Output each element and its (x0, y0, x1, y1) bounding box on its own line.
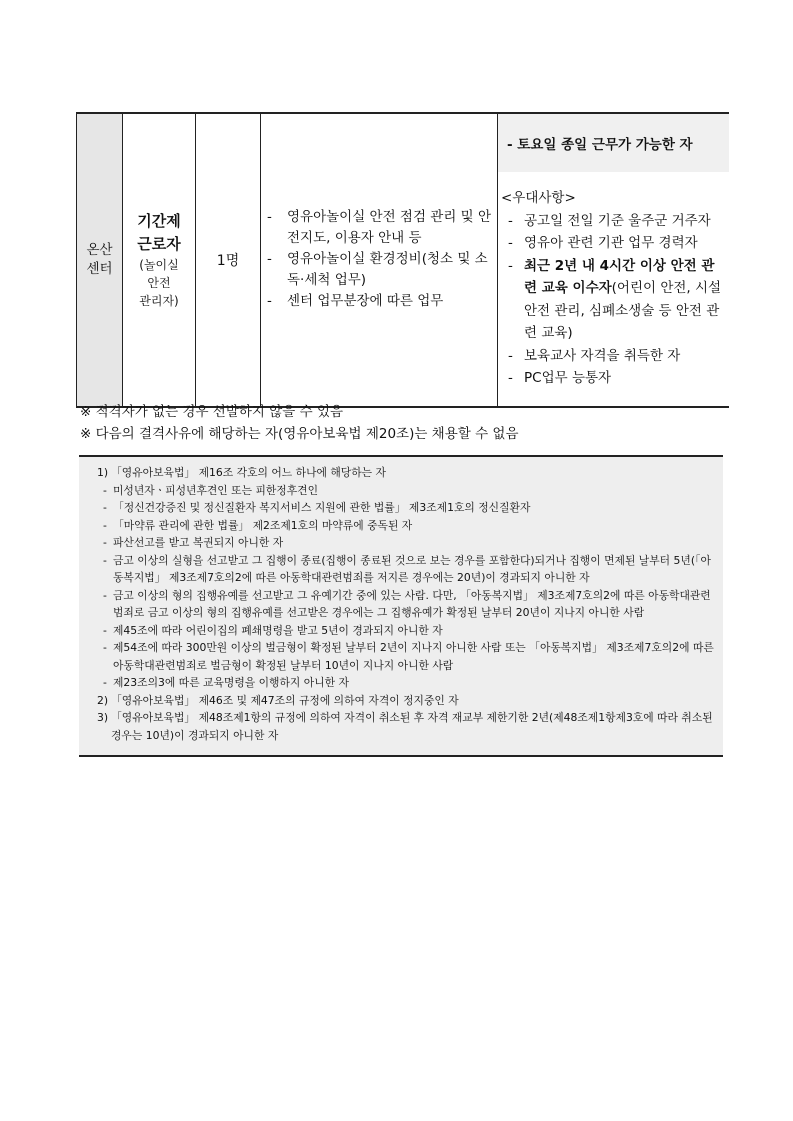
disq-subitem (97, 482, 719, 500)
job-title-line1: 기간제 (137, 211, 181, 230)
disq-dash: - (103, 483, 107, 497)
disq-subtext: 금고 이상의 실형을 선고받고 그 집행이 종료(집행이 종료된 것으로 보는 경우를 포함한다)되거나 집행이 면제된 날부터 5년(「아동복지법」 제3조제7호의2에 따른 아동학대관련범죄를 저지른 경우에는 20년)이 경과되지 아니한 자 (113, 553, 711, 584)
preferred-bold-text: 최근 2년 내 4시간 이상 안전 관련 교육 이수자 (524, 257, 715, 296)
preferred-text (524, 345, 727, 368)
disq-dash: - (103, 676, 107, 689)
headcount-cell (196, 113, 261, 407)
duties-cell (261, 113, 498, 407)
disq-subitem (97, 674, 719, 692)
preferred-text (524, 232, 727, 255)
note-line: ※ 적격자가 없는 경우 선발하지 않을 수 있음 (80, 404, 344, 420)
preferred-dash: - (508, 212, 513, 229)
disq-dash: - (103, 536, 107, 549)
disq-subitem (97, 499, 719, 517)
headcount: 1명 (216, 252, 240, 269)
center-name-line2: 센터 (86, 260, 113, 277)
preferred-plain-text: PC업무 능통자 (524, 370, 612, 386)
disq-subtext: 미성년자ㆍ피성년후견인 또는 피한정후견인 (113, 483, 319, 497)
duty-text: 영유아놀이실 안전 점검 관리 및 안전지도, 이용자 안내 등 (287, 209, 492, 247)
duty-dash: - (267, 251, 272, 268)
job-posting-table (76, 112, 729, 408)
preferred-dash: - (508, 235, 513, 251)
disq-subitem (97, 639, 719, 674)
disq-dash: - (103, 518, 107, 532)
preferred-plain-text: (어린이 안전, 시설 안전 관리, 심폐소생술 등 안전 관련 교육) (524, 280, 722, 341)
job-subtitle-line2: 안전 (147, 275, 171, 290)
note-line: ※ 다음의 결격사유에 해당하는 자(영유아보육법 제20조)는 채용할 수 없음 (80, 426, 519, 442)
job-subtitle-line1: (놀이실 (139, 257, 179, 272)
disq-subtext: 제45조에 따라 어린이집의 폐쇄명령을 받고 5년이 경과되지 아니한 자 (113, 623, 443, 637)
disq-item (97, 709, 719, 744)
disq-number: 2) (97, 693, 109, 707)
required-qualification: - 토요일 종일 근무가 가능한 자 (498, 114, 729, 173)
duty-item (265, 291, 493, 312)
duty-text: 영유아놀이실 환경정비(청소 및 소독·세척 업무) (287, 251, 488, 289)
preferred-dash: - (508, 347, 513, 364)
preferred-item (501, 232, 727, 255)
disq-subtext: 「마약류 관리에 관한 법률」 제2조제1호의 마약류에 중독된 자 (113, 518, 413, 532)
duty-item (265, 249, 493, 291)
preferred-item (501, 210, 727, 233)
duty-item (265, 207, 493, 249)
disq-dash: - (103, 553, 107, 567)
preferred-qualifications (498, 173, 729, 406)
disq-dash: - (103, 623, 107, 637)
preferred-heading: <우대사항> (501, 190, 576, 206)
preferred-item (501, 367, 727, 390)
disq-item (97, 464, 719, 482)
preferred-plain-text: 보육교사 자격을 취득한 자 (524, 347, 681, 364)
disq-text: 「영유아보육법」 제16조 각호의 어느 하나에 해당하는 자 (111, 466, 386, 479)
preferred-text (524, 255, 727, 345)
disq-subitem (97, 622, 719, 640)
disq-subitem (97, 552, 719, 587)
preferred-text (524, 210, 727, 233)
disq-dash: - (103, 588, 107, 602)
disq-subtext: 제23조의3에 따른 교육명령을 이행하지 아니한 자 (113, 676, 349, 689)
disq-text: 「영유아보육법」 제48조제1항의 규정에 의하여 자격이 취소된 후 자격 재교부 제한기한 2년(제48조제1항제3호에 따라 취소된 경우는 10년)이 경과되지 아니한 자 (111, 711, 713, 742)
duty-dash: - (267, 293, 272, 310)
disq-text: 「영유아보육법」 제46조 및 제47조의 규정에 의하여 자격이 정지중인 자 (111, 693, 459, 707)
center-name-line1: 온산 (86, 241, 113, 258)
center-cell (77, 113, 123, 407)
qualifications-cell (498, 113, 730, 407)
disq-dash: - (103, 641, 107, 654)
disq-subtext: 파산선고를 받고 복권되지 아니한 자 (113, 536, 284, 549)
notes (80, 401, 519, 445)
preferred-item (501, 345, 727, 368)
disq-number: 3) (97, 711, 109, 724)
job-title-cell (123, 113, 196, 407)
disq-subtext: 금고 이상의 형의 집행유예를 선고받고 그 유예기간 중에 있는 사람. 다만, 「아동복지법」 제3조제7호의2에 따른 아동학대관련범죄로 금고 이상의 형의 집행유예를 선고받은 경우에는 그 집행유예가 확정된 날부터 20년이 지나지 아니한 사람 (113, 588, 711, 619)
preferred-text (524, 367, 727, 390)
disq-number: 1) (97, 466, 109, 479)
preferred-plain-text: 영유아 관련 기관 업무 경력자 (524, 235, 698, 251)
disq-subitem (97, 587, 719, 622)
disq-dash: - (103, 501, 107, 514)
disq-subtext: 「정신건강증진 및 정신질환자 복지서비스 지원에 관한 법률」 제3조제1호의 정신질환자 (113, 501, 531, 514)
disqualification-box (79, 455, 723, 757)
table-row (77, 113, 730, 407)
duty-text: 센터 업무분장에 따른 업무 (287, 293, 444, 310)
disq-subitem (97, 534, 719, 552)
preferred-dash: - (508, 257, 513, 274)
disq-subitem (97, 517, 719, 535)
duty-dash: - (267, 209, 272, 226)
preferred-item (501, 255, 727, 345)
preferred-plain-text: 공고일 전일 기준 울주군 거주자 (524, 212, 711, 229)
job-subtitle-line3: 관리자) (139, 293, 179, 308)
job-title-line2: 근로자 (137, 234, 181, 253)
disq-item (97, 692, 719, 710)
disq-subtext: 제54조에 따라 300만원 이상의 벌금형이 확정된 날부터 2년이 지나지 아니한 사람 또는 「아동복지법」 제3조제7호의2에 따른 아동학대관련범죄로 벌금형이 확정된 날부터 10년이 지나지 아니한 사람 (113, 641, 714, 672)
preferred-dash: - (508, 370, 513, 386)
